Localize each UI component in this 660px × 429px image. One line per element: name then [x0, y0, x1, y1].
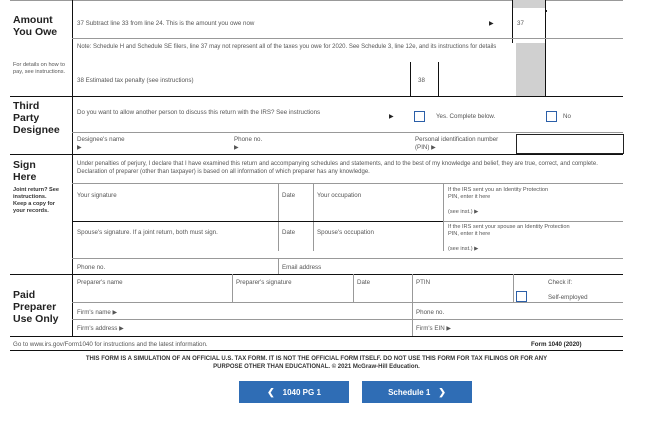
section-title-line: Third — [13, 100, 40, 112]
yes-label: Yes. Complete below. — [436, 113, 496, 120]
section-title-line: Sign — [13, 159, 36, 171]
sign-here-title — [13, 159, 36, 183]
your-occupation-label[interactable]: Your occupation — [317, 192, 362, 199]
irs-goto-note: Go to www.irs.gov/Form1040 for instructions and the latest information. — [13, 341, 208, 348]
firm-phone-label[interactable]: Phone no. — [416, 309, 445, 316]
section-title-line: Amount — [13, 14, 53, 26]
disclaimer-line: PURPOSE OTHER THAN EDUCATIONAL. © 2021 McGraw-Hill Education. — [213, 364, 420, 370]
line-38-entry-divider[interactable] — [438, 62, 439, 96]
cell-divider — [278, 183, 279, 251]
preparer-name-label[interactable]: Preparer's name — [77, 279, 123, 286]
ptin-label[interactable]: PTIN — [416, 279, 431, 286]
designee-pin-label: Personal identification number (PIN) ▶ — [415, 136, 499, 151]
self-employed-checkbox[interactable] — [516, 291, 527, 302]
designee-pin-input[interactable] — [516, 134, 624, 154]
signature-rule — [72, 221, 444, 222]
cell-divider — [313, 183, 314, 251]
section-divider — [72, 274, 73, 336]
section-title-line: Designee — [13, 124, 60, 136]
footer-rule — [10, 350, 623, 351]
line-38-divider — [410, 62, 411, 96]
amount-column-divider — [545, 0, 546, 96]
third-party-title — [13, 100, 60, 136]
schedule-note: Note: Schedule H and Schedule SE filers, line 37 may not represent all of the taxes you owe for 2020. See Schedule 3, line 12e, and its instructions for details — [77, 44, 497, 50]
cell-divider — [443, 183, 444, 251]
line-38-number: 38 — [418, 77, 425, 84]
designee-phone-label: Phone no. ▶ — [234, 136, 263, 151]
self-employed-label: Self-employed — [548, 294, 588, 301]
simulation-disclaimer — [10, 355, 623, 371]
row-rule — [72, 132, 623, 133]
email-label[interactable]: Email address — [282, 264, 322, 271]
see-inst-label: (see inst.) ▶ — [448, 209, 479, 215]
see-inst-spouse-label: (see inst.) ▶ — [448, 246, 479, 252]
chevron-right-icon: ❯ — [438, 386, 446, 397]
next-page-label: Schedule 1 — [388, 387, 431, 397]
spouse-date-label: Date — [282, 229, 296, 236]
row-rule — [72, 183, 623, 184]
cell-divider — [412, 274, 413, 336]
amount-you-owe-title — [13, 14, 57, 38]
row-rule — [72, 258, 623, 259]
row-rule — [443, 221, 623, 222]
form-id: Form 1040 (2020) — [531, 341, 582, 348]
check-if-label: Check if: — [548, 279, 573, 286]
section-title-line: Use Only — [13, 313, 59, 325]
cell-divider — [278, 258, 279, 274]
section-divider — [72, 0, 73, 96]
shaded-cell — [513, 0, 545, 8]
your-date-label: Date — [282, 192, 296, 199]
section-rule — [10, 336, 623, 337]
section-divider — [72, 96, 73, 154]
section-title-line: Paid — [13, 289, 36, 301]
cell-divider — [513, 274, 514, 302]
phone-no-label[interactable]: Phone no. — [77, 264, 106, 271]
yes-checkbox[interactable] — [414, 111, 425, 122]
firm-ein-label[interactable]: Firm's EIN ▶ — [416, 325, 452, 332]
designee-question: Do you want to allow another person to discuss this return with the IRS? See instructions — [77, 109, 321, 116]
designee-name-label: Designee's name ▶ — [77, 136, 125, 151]
no-checkbox[interactable] — [546, 111, 557, 122]
preparer-signature-label[interactable]: Preparer's signature — [236, 279, 292, 286]
row-rule — [72, 302, 623, 303]
section-title-line: You Owe — [13, 26, 58, 38]
next-page-button[interactable] — [362, 381, 472, 403]
firm-address-label[interactable]: Firm's address ▶ — [77, 325, 124, 332]
sign-here-side-note: Joint return? See instructions. Keep a copy for your records. — [13, 187, 60, 214]
section-title-line: Here — [13, 171, 37, 183]
details-label: For details on how to pay, see instructions. — [13, 62, 66, 75]
your-signature-label[interactable]: Your signature — [77, 192, 117, 199]
ip-pin-you-label: If the IRS sent you an Identity Protection PIN, enter it here — [448, 187, 549, 200]
paid-preparer-title — [13, 289, 59, 325]
spouse-signature-label[interactable]: Spouse's signature. If a joint return, both must sign. — [77, 229, 218, 236]
chevron-left-icon: ❮ — [267, 386, 275, 397]
prev-page-button[interactable] — [239, 381, 349, 403]
line-37-number: 37 — [517, 20, 524, 27]
section-rule — [10, 96, 623, 97]
firm-name-label[interactable]: Firm's name ▶ — [77, 309, 118, 316]
cell-divider — [232, 274, 233, 302]
spouse-occupation-label[interactable]: Spouse's occupation — [317, 229, 374, 236]
prev-page-label: 1040 PG 1 — [282, 387, 321, 397]
row-rule — [72, 319, 623, 320]
cell-divider — [353, 274, 354, 302]
preparer-date-label: Date — [357, 279, 371, 286]
arrow-icon: ▶ — [389, 114, 394, 120]
section-rule — [10, 274, 623, 275]
section-divider — [72, 154, 73, 275]
arrow-icon: ▶ — [489, 21, 494, 27]
section-rule — [10, 154, 623, 155]
section-title-line: Party — [13, 112, 40, 124]
perjury-statement: Under penalties of perjury, I declare that I have examined this return and accompanying schedules and statements, and to the best of my knowledge and belief, they are true, correct, and complete. Declaration of preparer (other than taxpayer) is based on all information of which preparer has any knowledge. — [77, 161, 598, 175]
line-37-label: 37 Subtract line 33 from line 24. This is the amount you owe now — [77, 20, 255, 27]
no-label: No — [563, 113, 571, 120]
ip-pin-spouse-label: If the IRS sent your spouse an Identity Protection PIN, enter it here — [448, 224, 570, 237]
shaded-cell — [516, 43, 545, 96]
line-38-label: 38 Estimated tax penalty (see instructions) — [77, 77, 194, 84]
row-rule — [72, 38, 623, 39]
section-title-line: Preparer — [13, 301, 57, 313]
disclaimer-line: THIS FORM IS A SIMULATION OF AN OFFICIAL U.S. TAX FORM. IT IS NOT THE OFFICIAL FORM ITSELF. DO NOT USE THIS FORM FOR TAX FILINGS OR FOR ANY — [85, 356, 548, 362]
